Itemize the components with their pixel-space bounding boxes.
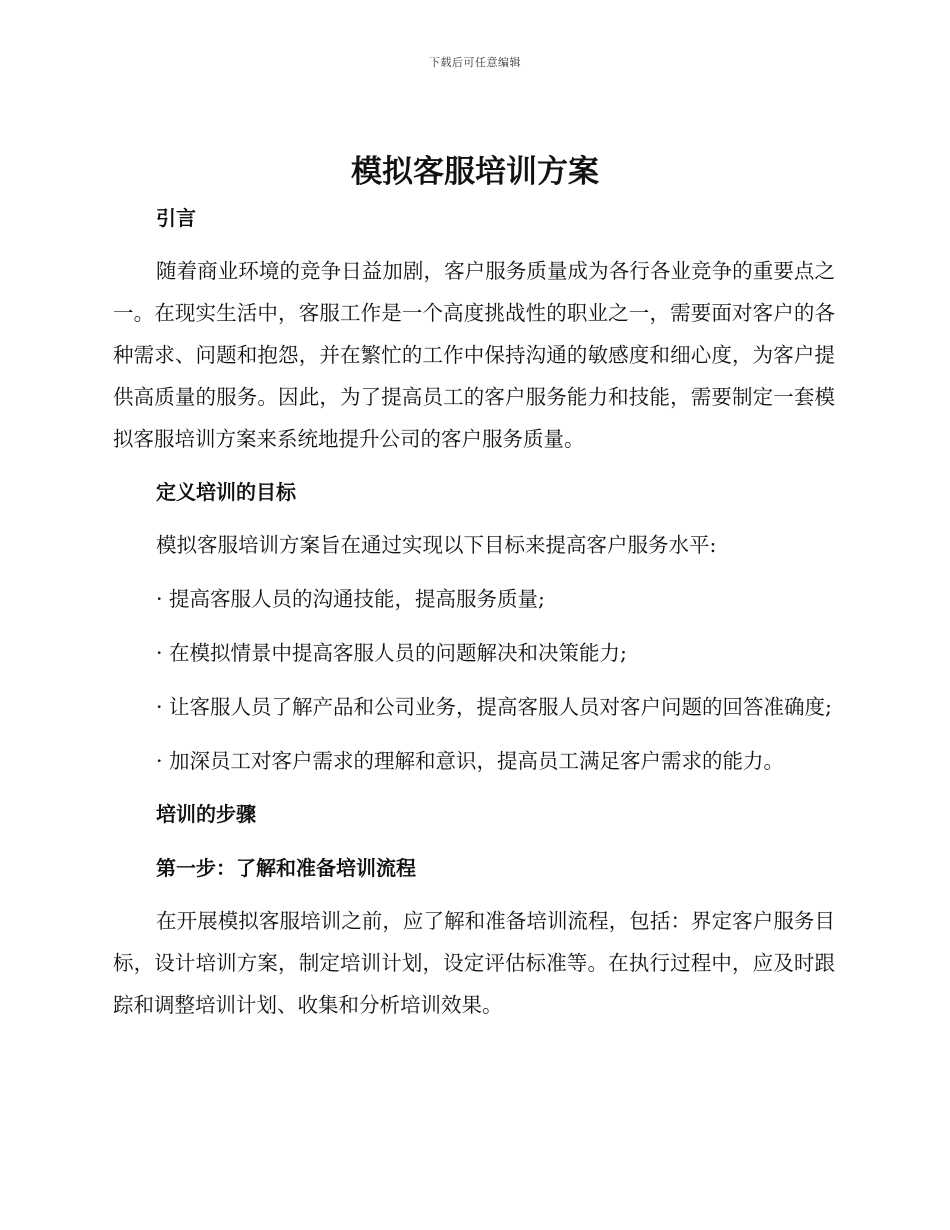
intro-paragraph: 随着商业环境的竞争日益加剧，客户服务质量成为各行各业竞争的重要点之一。在现实生活中，客服工作是一个高度挑战性的职业之一，需要面对客户的各种需求、问题和抱怨，并在繁忙的工作中保持沟通的敏感度和细心度，为客户提供高质量的服务。因此，为了提高员工的客户服务能力和技能，需要制定一套模拟客服培训方案来系统地提升公司的客户服务质量。 (113, 259, 835, 451)
step1-paragraph: 在开展模拟客服培训之前，应了解和准备培训流程，包括：界定客户服务目标，设计培训方案，制定培训计划，设定评估标准等。在执行过程中，应及时跟踪和调整培训计划、收集和分析培训效果。 (113, 909, 835, 1017)
goal-item: · 提高客服人员的沟通技能，提高服务质量; (156, 587, 545, 611)
goals-intro-paragraph: 模拟客服培训方案旨在通过实现以下目标来提高客户服务水平: (156, 533, 717, 557)
goal-item: · 在模拟情景中提高客服人员的问题解决和决策能力; (156, 641, 627, 665)
section-heading-steps: 培训的步骤 (156, 802, 256, 826)
header-note: 下载后可任意编辑 (429, 56, 521, 69)
goal-item: · 加深员工对客户需求的理解和意识，提高员工满足客户需求的能力。 (156, 749, 785, 773)
step1-heading: 第一步：了解和准备培训流程 (156, 856, 416, 880)
section-heading-goals: 定义培训的目标 (156, 480, 296, 504)
document-title: 模拟客服培训方案 (351, 154, 599, 190)
goal-item: · 让客服人员了解产品和公司业务，提高客服人员对客户问题的回答准确度; (156, 695, 832, 719)
document-body (113, 196, 835, 1026)
section-heading-intro: 引言 (156, 206, 196, 230)
